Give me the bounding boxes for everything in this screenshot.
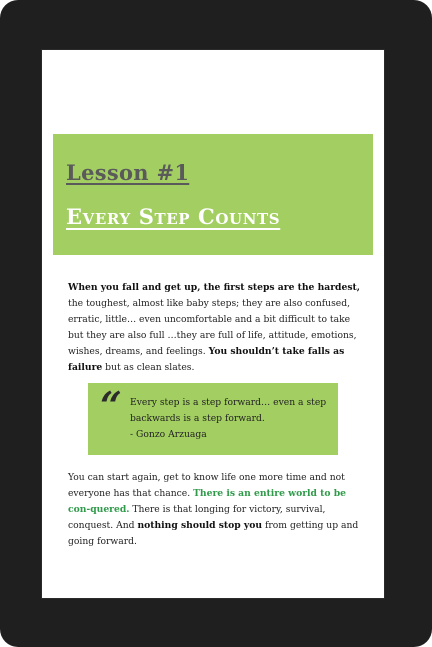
pull-quote-box <box>88 383 338 455</box>
lesson-number-heading: Lesson #1 <box>66 160 190 185</box>
paragraph-intro-bold-failure: You shouldn’t take falls as failure <box>68 346 345 373</box>
quote-text: Every step is a step forward… even a step backwards is a step forward. <box>130 397 327 424</box>
paragraph-conclusion-text-end: from getting up and going forward. <box>68 520 359 547</box>
lesson-banner <box>53 134 373 255</box>
paragraph-intro-text-end: but as clean slates. <box>102 362 195 373</box>
quote-mark-icon: “ <box>100 383 122 428</box>
quote-author: - Gonzo Arzuaga <box>130 429 207 440</box>
lesson-title-heading: Every Step Counts <box>66 204 281 229</box>
paragraph-conclusion-text-mid: There is that longing for victory, survival, conquest. And <box>68 504 326 531</box>
book-page[interactable] <box>42 50 384 598</box>
paragraph-intro-text: the toughest, almost like baby steps; they are also confused, erratic, little… even uncomfortable and a bit difficult to take but they are also full …they are full of life, attitude, emotions, wishes, dreams, and feelings. <box>68 298 357 357</box>
paragraph-conclusion <box>68 470 360 550</box>
paragraph-conclusion-green-highlight: There is an entire world to be con-quered. <box>68 488 346 515</box>
paragraph-conclusion-bold: nothing should stop you <box>137 520 263 531</box>
paragraph-intro-bold-lead: When you fall and get up, the first steps are the hardest, <box>68 282 360 293</box>
paragraph-conclusion-text: You can start again, get to know life one more time and not everyone has that chance. <box>68 472 345 499</box>
paragraph-intro <box>68 280 360 376</box>
